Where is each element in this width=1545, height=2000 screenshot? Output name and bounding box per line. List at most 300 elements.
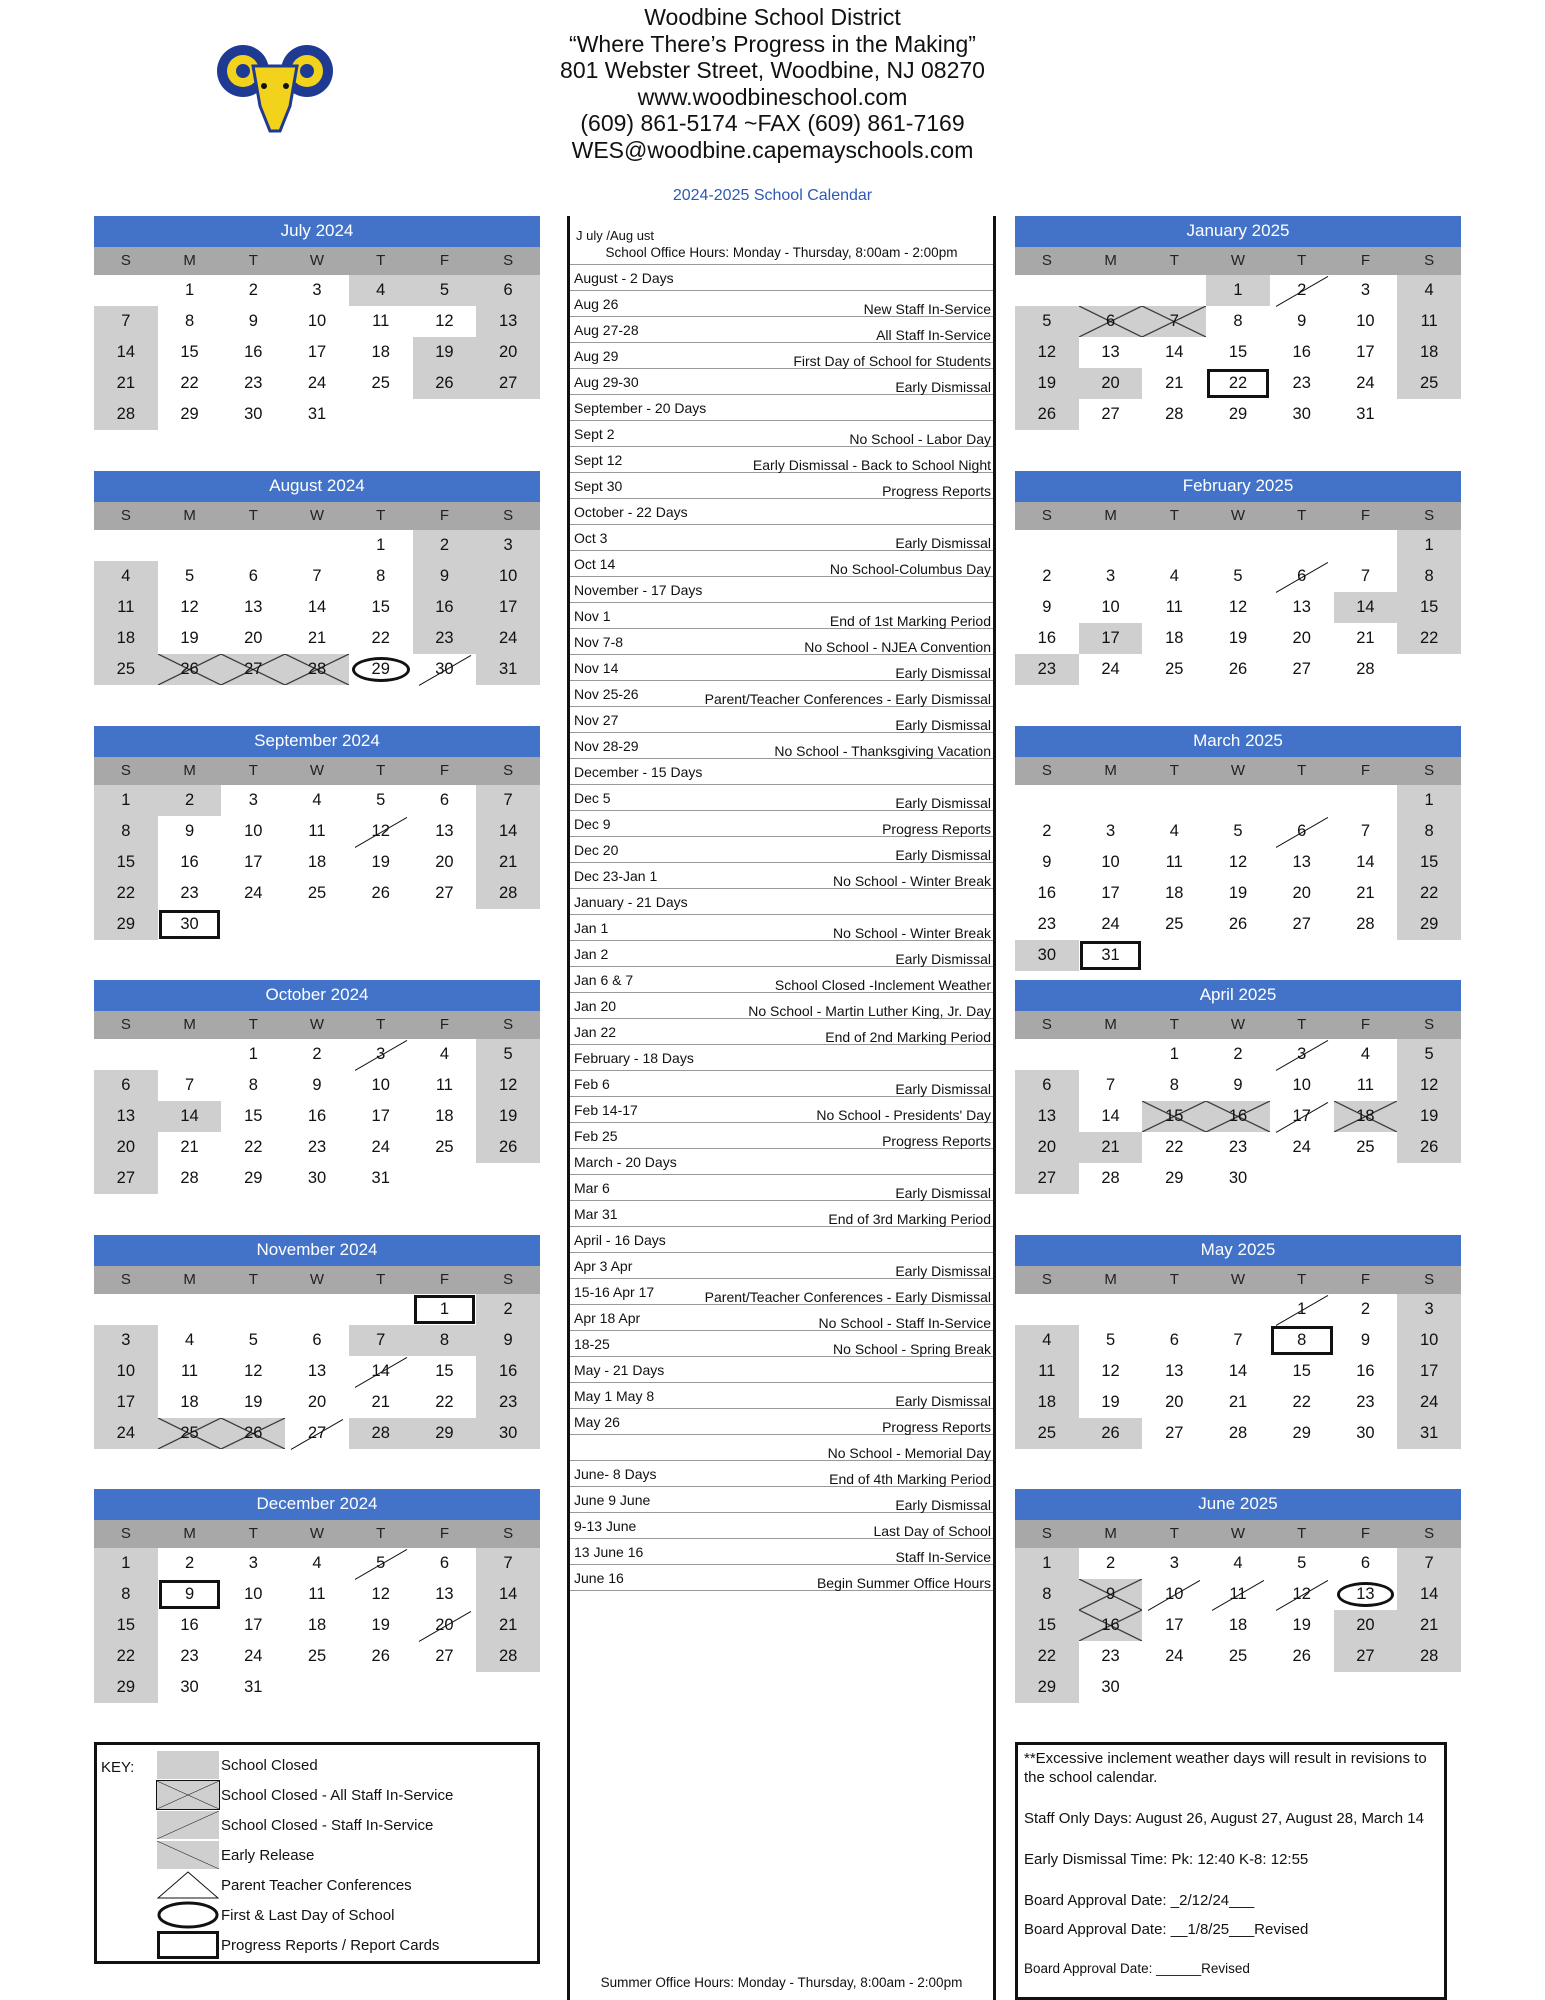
calendar-day: 5 xyxy=(1015,306,1079,337)
calendar-day: 2 xyxy=(413,530,477,561)
event-desc: Parent/Teacher Conferences - Early Dismissal xyxy=(704,1289,991,1305)
calendar-day: 22 xyxy=(435,1393,454,1411)
event-row xyxy=(570,1435,993,1461)
calendar-day: 2 xyxy=(1105,1554,1116,1572)
weekday-label: T xyxy=(1297,762,1307,779)
event-desc: Early Dismissal xyxy=(895,795,991,811)
calendar-day: 1 xyxy=(376,536,386,554)
calendar-day: 14 xyxy=(1165,343,1184,361)
calendar-day: 17 xyxy=(307,343,327,361)
month-title: December 2024 xyxy=(94,1489,540,1520)
event-desc: School Closed -Inclement Weather xyxy=(774,977,991,993)
calendar-day: 12 xyxy=(1015,337,1079,368)
event-desc: Progress Reports xyxy=(882,1419,991,1435)
month-title: March 2025 xyxy=(1015,726,1461,757)
event-desc: Early Dismissal xyxy=(895,1393,991,1409)
calendar-day: 28 xyxy=(1356,915,1375,933)
weekday-label: W xyxy=(309,1016,325,1033)
calendar-day: 20 xyxy=(435,853,454,871)
weekday-label: W xyxy=(1230,762,1246,779)
event-desc: End of 3rd Marking Period xyxy=(828,1211,991,1227)
calendar-day: 6 xyxy=(439,791,450,809)
weekday-label: S xyxy=(120,507,131,524)
calendar-day: 30 xyxy=(1228,1169,1248,1187)
event-date: Jan 20 xyxy=(574,998,617,1014)
events-column xyxy=(567,216,996,2000)
event-row xyxy=(570,499,993,525)
event-row xyxy=(570,421,993,447)
event-row xyxy=(570,447,993,473)
calendar-day: 15 xyxy=(94,1610,158,1641)
weekday-label: F xyxy=(1360,762,1370,779)
event-desc: Early Dismissal xyxy=(895,535,991,551)
weekday-label: F xyxy=(1360,252,1370,269)
calendar-day: 4 xyxy=(349,275,413,306)
calendar-day: 19 xyxy=(1397,1101,1461,1132)
calendar-day: 11 xyxy=(308,822,326,840)
calendar-day: 4 xyxy=(94,561,158,592)
calendar-day: 8 xyxy=(94,816,158,847)
calendar-day: 20 xyxy=(413,1610,477,1641)
weekday-label: T xyxy=(1169,1525,1179,1542)
event-desc: Early Dismissal xyxy=(895,665,991,681)
calendar-day: 27 xyxy=(1015,1163,1079,1194)
calendar-day: 1 xyxy=(1397,530,1461,561)
weekday-label: T xyxy=(248,1271,258,1288)
calendar-day: 31 xyxy=(244,1678,263,1696)
calendar-day: 12 xyxy=(349,816,413,847)
calendar-day: 15 xyxy=(244,1107,263,1125)
weekday-label: S xyxy=(120,1271,131,1288)
month-title: April 2025 xyxy=(1015,980,1461,1011)
calendar-day: 1 xyxy=(1397,785,1461,816)
district-name: Woodbine School District xyxy=(644,4,901,30)
calendar-day: 19 xyxy=(371,853,390,871)
event-desc: No School - Labor Day xyxy=(849,431,991,447)
calendar-day: 28 xyxy=(1101,1169,1120,1187)
month-title: October 2024 xyxy=(94,980,540,1011)
event-desc: No School - Martin Luther King, Jr. Day xyxy=(748,1003,991,1019)
weekday-label: W xyxy=(1230,1016,1246,1033)
calendar-day: 2 xyxy=(1233,1045,1243,1063)
event-desc: Progress Reports xyxy=(882,483,991,499)
calendar-day: 13 xyxy=(307,1362,327,1380)
calendar-day: 9 xyxy=(413,561,477,592)
event-date: November - 17 Days xyxy=(574,582,703,598)
calendar-day: 8 xyxy=(1015,1579,1079,1610)
notes-box xyxy=(1015,1742,1447,2000)
weekday-label: F xyxy=(439,507,449,524)
calendar-day: 3 xyxy=(1360,281,1371,299)
event-date: Nov 1 xyxy=(574,608,611,624)
weekday-label: S xyxy=(503,252,514,269)
calendar-day: 15 xyxy=(1142,1101,1206,1132)
calendar-day: 19 xyxy=(180,629,199,647)
weekday-label: T xyxy=(248,1016,258,1033)
calendar-day: 9 xyxy=(1233,1076,1243,1094)
calendar-day: 5 xyxy=(413,275,477,306)
calendar-day: 15 xyxy=(180,343,199,361)
weekday-label: T xyxy=(376,762,386,779)
calendar-day: 14 xyxy=(94,337,158,368)
weekday-label: F xyxy=(1360,507,1370,524)
calendar-day: 18 xyxy=(1165,884,1184,902)
month-july-2024 xyxy=(94,216,540,462)
weekday-label: F xyxy=(439,762,449,779)
ram-logo xyxy=(208,36,342,136)
weekday-label: S xyxy=(1041,252,1052,269)
event-desc: Early Dismissal xyxy=(895,847,991,863)
event-desc: Last Day of School xyxy=(873,1523,991,1539)
calendar-day: 26 xyxy=(413,368,477,399)
calendar-day: 10 xyxy=(476,561,540,592)
event-date: September - 20 Days xyxy=(574,400,707,416)
weekday-label: S xyxy=(1041,762,1052,779)
calendar-day: 20 xyxy=(94,1132,158,1163)
weekday-label: T xyxy=(376,252,386,269)
note-inclement: **Excessive inclement weather days will result in revisions to the school calendar. xyxy=(1024,1750,1427,1786)
event-row xyxy=(570,1227,993,1253)
calendar-day: 5 xyxy=(476,1039,540,1070)
event-date: October - 22 Days xyxy=(574,504,688,520)
event-row xyxy=(570,1097,993,1123)
calendar-day: 9 xyxy=(476,1325,540,1356)
calendar-day: 15 xyxy=(1292,1362,1311,1380)
calendar-day: 27 xyxy=(476,368,540,399)
calendar-day: 29 xyxy=(1397,909,1461,940)
calendar-day: 19 xyxy=(1101,1393,1120,1411)
calendar-day: 23 xyxy=(180,1647,199,1665)
calendar-day: 31 xyxy=(476,654,540,685)
month-title: January 2025 xyxy=(1015,216,1461,247)
calendar-day: 12 xyxy=(435,312,454,330)
event-row xyxy=(570,1565,993,1591)
calendar-day: 12 xyxy=(476,1070,540,1101)
calendar-day: 12 xyxy=(244,1362,263,1380)
calendar-day: 29 xyxy=(94,1672,158,1703)
calendar-day: 23 xyxy=(180,884,199,902)
event-date: Nov 14 xyxy=(574,660,619,676)
calendar-day: 20 xyxy=(1015,1132,1079,1163)
calendar-day: 30 xyxy=(413,654,477,685)
calendar-day: 16 xyxy=(180,853,199,871)
calendar-day: 14 xyxy=(1228,1362,1248,1380)
calendar-day: 26 xyxy=(1228,660,1248,678)
event-date: Mar 31 xyxy=(574,1206,618,1222)
calendar-day: 22 xyxy=(244,1138,263,1156)
event-row xyxy=(570,1539,993,1565)
calendar-day: 6 xyxy=(439,1554,450,1572)
calendar-day: 7 xyxy=(476,1548,540,1579)
calendar-day: 29 xyxy=(180,405,199,423)
calendar-day: 26 xyxy=(1228,915,1248,933)
calendar-day: 19 xyxy=(1015,368,1079,399)
calendar-day: 13 xyxy=(1015,1101,1079,1132)
weekday-label: M xyxy=(1104,1016,1117,1033)
calendar-day: 3 xyxy=(312,281,322,299)
event-row xyxy=(570,1305,993,1331)
event-row xyxy=(570,1487,993,1513)
event-row xyxy=(570,1357,993,1383)
calendar-day: 17 xyxy=(94,1387,158,1418)
calendar-day: 25 xyxy=(1015,1418,1079,1449)
calendar-day: 8 xyxy=(1169,1076,1179,1094)
calendar-day: 21 xyxy=(307,629,327,647)
calendar-day: 16 xyxy=(180,1616,199,1634)
calendar-day: 18 xyxy=(307,853,327,871)
calendar-day: 6 xyxy=(1169,1331,1179,1349)
calendar-day: 26 xyxy=(1397,1132,1461,1163)
weekday-label: W xyxy=(1230,252,1246,269)
calendar-day: 4 xyxy=(1397,275,1461,306)
event-date: June 9 June xyxy=(574,1492,651,1508)
weekday-label: M xyxy=(183,1271,196,1288)
calendar-day: 22 xyxy=(94,1641,158,1672)
calendar-day: 20 xyxy=(1079,368,1143,399)
calendar-day: 12 xyxy=(1397,1070,1461,1101)
calendar-day: 24 xyxy=(1292,1138,1311,1156)
calendar-day: 18 xyxy=(371,343,390,361)
calendar-day: 24 xyxy=(244,1647,263,1665)
calendar-day: 20 xyxy=(1292,629,1311,647)
calendar-day: 15 xyxy=(1397,847,1461,878)
calendar-day: 1 xyxy=(1015,1548,1079,1579)
event-date: December - 15 Days xyxy=(574,764,703,780)
weekday-label: M xyxy=(183,762,196,779)
event-desc: No School - Spring Break xyxy=(833,1341,991,1357)
month-may-2025 xyxy=(1015,1235,1461,1481)
event-date: Aug 29-30 xyxy=(574,374,639,390)
event-row xyxy=(570,1513,993,1539)
calendar-day: 9 xyxy=(312,1076,322,1094)
event-row xyxy=(570,1149,993,1175)
calendar-day: 13 xyxy=(435,822,454,840)
calendar-day: 23 xyxy=(307,1138,327,1156)
event-row xyxy=(570,837,993,863)
weekday-label: S xyxy=(1424,1525,1435,1542)
event-desc: Early Dismissal xyxy=(895,717,991,733)
event-date: Mar 6 xyxy=(574,1180,610,1196)
calendar-day: 27 xyxy=(435,884,454,902)
weekday-label: T xyxy=(248,252,258,269)
weekday-label: T xyxy=(248,762,258,779)
calendar-day: 8 xyxy=(1270,1325,1334,1356)
event-date: 18-25 xyxy=(574,1336,610,1352)
district-website: www.woodbineschool.com xyxy=(637,83,908,110)
event-date: 9-13 June xyxy=(574,1518,637,1534)
calendar-day: 5 xyxy=(1397,1039,1461,1070)
event-row xyxy=(570,1461,993,1487)
event-date: Feb 14-17 xyxy=(574,1102,638,1118)
calendar-day: 26 xyxy=(1079,1418,1143,1449)
calendar-day: 18 xyxy=(1334,1101,1398,1132)
calendar-day: 2 xyxy=(312,1045,322,1063)
weekday-label: S xyxy=(503,507,514,524)
calendar-day: 17 xyxy=(1079,623,1143,654)
event-desc: Progress Reports xyxy=(882,821,991,837)
calendar-day: 13 xyxy=(1292,853,1311,871)
weekday-label: F xyxy=(439,1016,449,1033)
calendar-day: 6 xyxy=(312,1331,322,1349)
weekday-label: S xyxy=(1424,762,1435,779)
calendar-day: 9 xyxy=(158,1579,222,1610)
calendar-day: 17 xyxy=(1270,1101,1334,1132)
district-address: 801 Webster Street, Woodbine, NJ 08270 xyxy=(560,57,985,83)
calendar-day: 24 xyxy=(1101,660,1120,678)
weekday-label: T xyxy=(1297,252,1307,269)
calendar-day: 8 xyxy=(248,1076,258,1094)
calendar-day: 2 xyxy=(248,281,258,299)
calendar-day: 26 xyxy=(371,884,390,902)
calendar-day: 5 xyxy=(1233,567,1243,585)
calendar-day: 26 xyxy=(371,1647,390,1665)
event-row xyxy=(570,343,993,369)
calendar-day: 14 xyxy=(476,816,540,847)
weekday-label: W xyxy=(309,507,325,524)
key-early-release: Early Release xyxy=(157,1841,537,1871)
calendar-day: 29 xyxy=(413,1418,477,1449)
event-date: May - 21 Days xyxy=(574,1362,665,1378)
calendar-day: 7 xyxy=(349,1325,413,1356)
weekday-label: S xyxy=(120,252,131,269)
event-desc: First Day of School for Students xyxy=(793,353,991,369)
calendar-day: 28 xyxy=(476,878,540,909)
calendar-day: 5 xyxy=(376,791,386,809)
event-date: Aug 27-28 xyxy=(574,322,639,338)
calendar-day: 13 xyxy=(1334,1579,1398,1610)
calendar-day: 26 xyxy=(1292,1647,1311,1665)
calendar-day: 2 xyxy=(1042,822,1052,840)
calendar-day: 3 xyxy=(349,1039,413,1070)
calendar-day: 24 xyxy=(1101,915,1120,933)
legend-key xyxy=(94,1742,540,1964)
month-title: August 2024 xyxy=(94,471,540,502)
weekday-label: W xyxy=(1230,1271,1246,1288)
calendar-day: 9 xyxy=(248,312,258,330)
event-date: Jan 1 xyxy=(574,920,609,936)
event-date: Nov 28-29 xyxy=(574,738,639,754)
event-row xyxy=(570,1123,993,1149)
month-february-2025 xyxy=(1015,471,1461,717)
calendar-day: 2 xyxy=(476,1294,540,1325)
calendar-day: 30 xyxy=(180,1678,199,1696)
calendar-title: 2024-2025 School Calendar xyxy=(672,187,873,204)
event-date: Dec 23-Jan 1 xyxy=(574,868,658,884)
event-row xyxy=(570,915,993,941)
weekday-label: S xyxy=(1424,1271,1435,1288)
calendar-day: 4 xyxy=(312,791,322,809)
weekday-label: S xyxy=(503,1271,514,1288)
calendar-day: 24 xyxy=(1397,1387,1461,1418)
calendar-day: 16 xyxy=(1037,884,1057,902)
event-row xyxy=(570,1071,993,1097)
key-first-last-day: First & Last Day of School xyxy=(157,1901,537,1931)
calendar-day: 21 xyxy=(180,1138,199,1156)
calendar-day: 9 xyxy=(1042,853,1052,871)
event-row xyxy=(570,967,993,993)
calendar-day: 29 xyxy=(1292,1424,1311,1442)
calendar-day: 12 xyxy=(1101,1362,1120,1380)
calendar-day: 30 xyxy=(1015,940,1079,971)
calendar-day: 28 xyxy=(180,1169,199,1187)
calendar-day: 21 xyxy=(476,1610,540,1641)
calendar-day: 21 xyxy=(1356,629,1375,647)
calendar-day: 20 xyxy=(1334,1610,1398,1641)
event-row xyxy=(570,629,993,655)
calendar-day: 26 xyxy=(221,1418,285,1449)
event-desc: End of 4th Marking Period xyxy=(829,1471,991,1487)
calendar-day: 16 xyxy=(476,1356,540,1387)
calendar-day: 21 xyxy=(1397,1610,1461,1641)
calendar-day: 20 xyxy=(1165,1393,1184,1411)
event-row xyxy=(570,551,993,577)
calendar-day: 2 xyxy=(1042,567,1052,585)
calendar-day: 20 xyxy=(1292,884,1311,902)
weekday-label: W xyxy=(309,762,325,779)
weekday-label: T xyxy=(1297,1271,1307,1288)
calendar-day: 11 xyxy=(308,1585,326,1603)
district-email: WES@woodbine.capemayschools.com xyxy=(571,136,974,163)
calendar-day: 28 xyxy=(1228,1424,1248,1442)
calendar-day: 14 xyxy=(1356,853,1375,871)
calendar-day: 23 xyxy=(1356,1393,1375,1411)
calendar-day: 21 xyxy=(1228,1393,1248,1411)
calendar-day: 7 xyxy=(1142,306,1206,337)
calendar-day: 11 xyxy=(1356,1076,1374,1094)
event-row xyxy=(570,707,993,733)
event-desc: All Staff In-Service xyxy=(876,327,991,343)
event-date: March - 20 Days xyxy=(574,1154,677,1170)
weekday-label: M xyxy=(1104,762,1117,779)
calendar-day: 19 xyxy=(244,1393,263,1411)
summer-office-hours: Summer Office Hours: Monday - Thursday, 8:00am - 2:00pm xyxy=(600,1975,963,1990)
calendar-day: 21 xyxy=(1356,884,1375,902)
weekday-label: S xyxy=(503,1525,514,1542)
event-desc: No School - Memorial Day xyxy=(827,1445,991,1461)
event-date: Sept 12 xyxy=(574,452,623,468)
event-date: June 16 xyxy=(574,1570,624,1586)
weekday-label: W xyxy=(1230,507,1246,524)
calendar-day: 17 xyxy=(1165,1616,1184,1634)
calendar-day: 31 xyxy=(371,1169,390,1187)
calendar-day: 31 xyxy=(1397,1418,1461,1449)
calendar-day: 19 xyxy=(1228,884,1248,902)
weekday-label: T xyxy=(1169,252,1179,269)
event-date: 13 June 16 xyxy=(574,1544,644,1560)
event-row xyxy=(570,317,993,343)
calendar-day: 10 xyxy=(1142,1579,1206,1610)
calendar-day: 21 xyxy=(476,847,540,878)
calendar-day: 21 xyxy=(371,1393,390,1411)
calendar-day: 21 xyxy=(1165,374,1184,392)
calendar-day: 6 xyxy=(1360,1554,1371,1572)
event-date: February - 18 Days xyxy=(574,1050,694,1066)
calendar-day: 3 xyxy=(94,1325,158,1356)
calendar-day: 1 xyxy=(1206,275,1270,306)
calendar-day: 11 xyxy=(1165,853,1183,871)
calendar-day: 5 xyxy=(184,567,195,585)
calendar-day: 12 xyxy=(371,1585,390,1603)
calendar-day: 10 xyxy=(244,1585,263,1603)
calendar-day: 19 xyxy=(1292,1616,1311,1634)
calendar-day: 22 xyxy=(1292,1393,1311,1411)
calendar-day: 10 xyxy=(244,822,263,840)
calendar-day: 17 xyxy=(476,592,540,623)
calendar-day: 30 xyxy=(158,909,222,940)
note-board-approval-3: Board Approval Date: ______Revised xyxy=(1024,1961,1250,1976)
calendar-day: 8 xyxy=(184,312,195,330)
event-desc: New Staff In-Service xyxy=(863,301,991,317)
